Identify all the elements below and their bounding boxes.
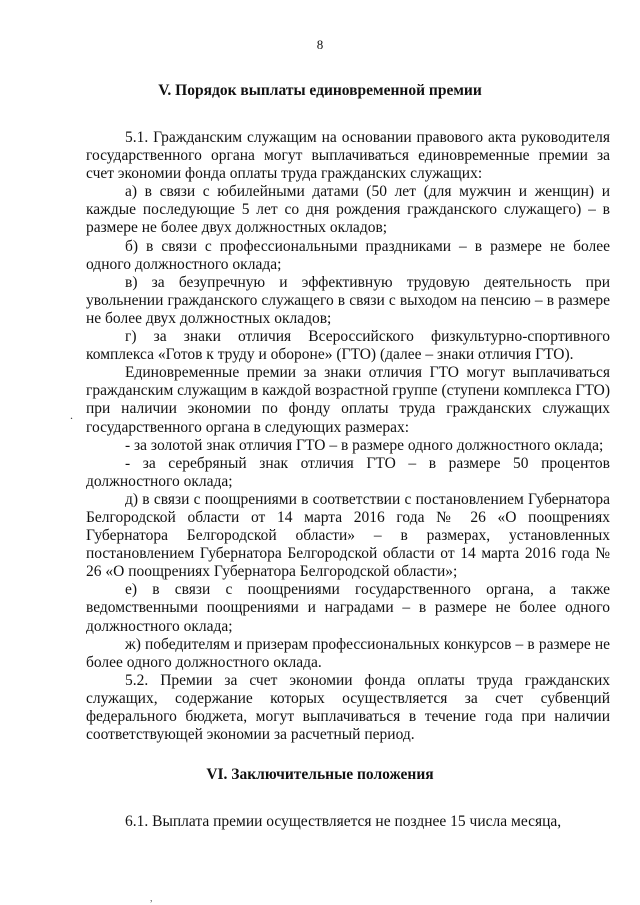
section-vi-body xyxy=(86,813,610,831)
paragraph-gold-badge: - за золотой знак отличия ГТО – в размере одного должностного оклада; xyxy=(125,436,604,454)
section-vi-title: VI. Заключительные положения xyxy=(206,766,434,783)
paragraph-silver-badge: - за серебряный знак отличия ГТО – в размере 50 процентов должностного оклада; xyxy=(86,454,610,490)
paragraph-5-1-g: г) за знаки отличия Всероссийского физкультурно-спортивного комплекса «Готов к труду и обороне» (ГТО) (далее – знаки отличия ГТО). xyxy=(86,328,610,364)
paragraph-5-1-a: а) в связи с юбилейными датами (50 лет (для мужчин и женщин) и каждые последующие 5 лет со дня рождения гражданского служащего) – в размере не более двух должностных окладов; xyxy=(86,183,610,237)
section-v-body xyxy=(86,129,610,744)
paragraph-gto-premiums: Единовременные премии за знаки отличия ГТО могут выплачиваться гражданским служащим в каждой возрастной группе (ступени комплекса ГТО) при наличии экономии по фонду оплаты труда гражданских служащих государственного органа в следующих размерах: xyxy=(86,364,610,436)
paragraph-5-1: 5.1. Гражданским служащим на основании правового акта руководителя государственного органа могут выплачиваться единовременные премии за счет экономии фонда оплаты труда гражданских служащих: xyxy=(86,129,610,183)
bottom-scan-mark: , xyxy=(150,893,153,904)
section-v-title: V. Порядок выплаты единовременной премии xyxy=(158,82,482,99)
paragraph-5-1-d: д) в связи с поощрениями в соответствии с постановлением Губернатора Белгородской области от 14 марта 2016 года № 26 «О поощрениях Губернатора Белгородской области» – в размерах, установленных постановлением Губернатора Белгородской области от 14 марта 2016 года № 26 «О поощрениях Губернатора Белгородской области»; xyxy=(86,490,610,581)
margin-scan-mark: . xyxy=(70,408,73,422)
paragraph-5-1-e: е) в связи с поощрениями государственного органа, а также ведомственными поощрениями и наградами – в размере не более одного должностного оклада; xyxy=(86,581,610,635)
paragraph-5-2: 5.2. Премии за счет экономии фонда оплаты труда гражданских служащих, содержание которых осуществляется за счет субвенций федерального бюджета, могут выплачиваться в течение года при наличии соответствующей экономии за расчетный период. xyxy=(86,671,610,744)
page-number: 8 xyxy=(316,37,324,52)
paragraph-6-1: 6.1. Выплата премии осуществляется не позднее 15 числа месяца, xyxy=(125,813,562,830)
paragraph-5-1-v: в) за безупречную и эффективную трудовую деятельность при увольнении гражданского служащего в связи с выходом на пенсию – в размере не более двух должностных окладов; xyxy=(86,273,610,327)
paragraph-5-1-zh: ж) победителям и призерам профессиональных конкурсов – в размере не более одного должностного оклада. xyxy=(86,635,610,671)
paragraph-5-1-b: б) в связи с профессиональными праздниками – в размере не более одного должностного оклада; xyxy=(86,237,610,273)
